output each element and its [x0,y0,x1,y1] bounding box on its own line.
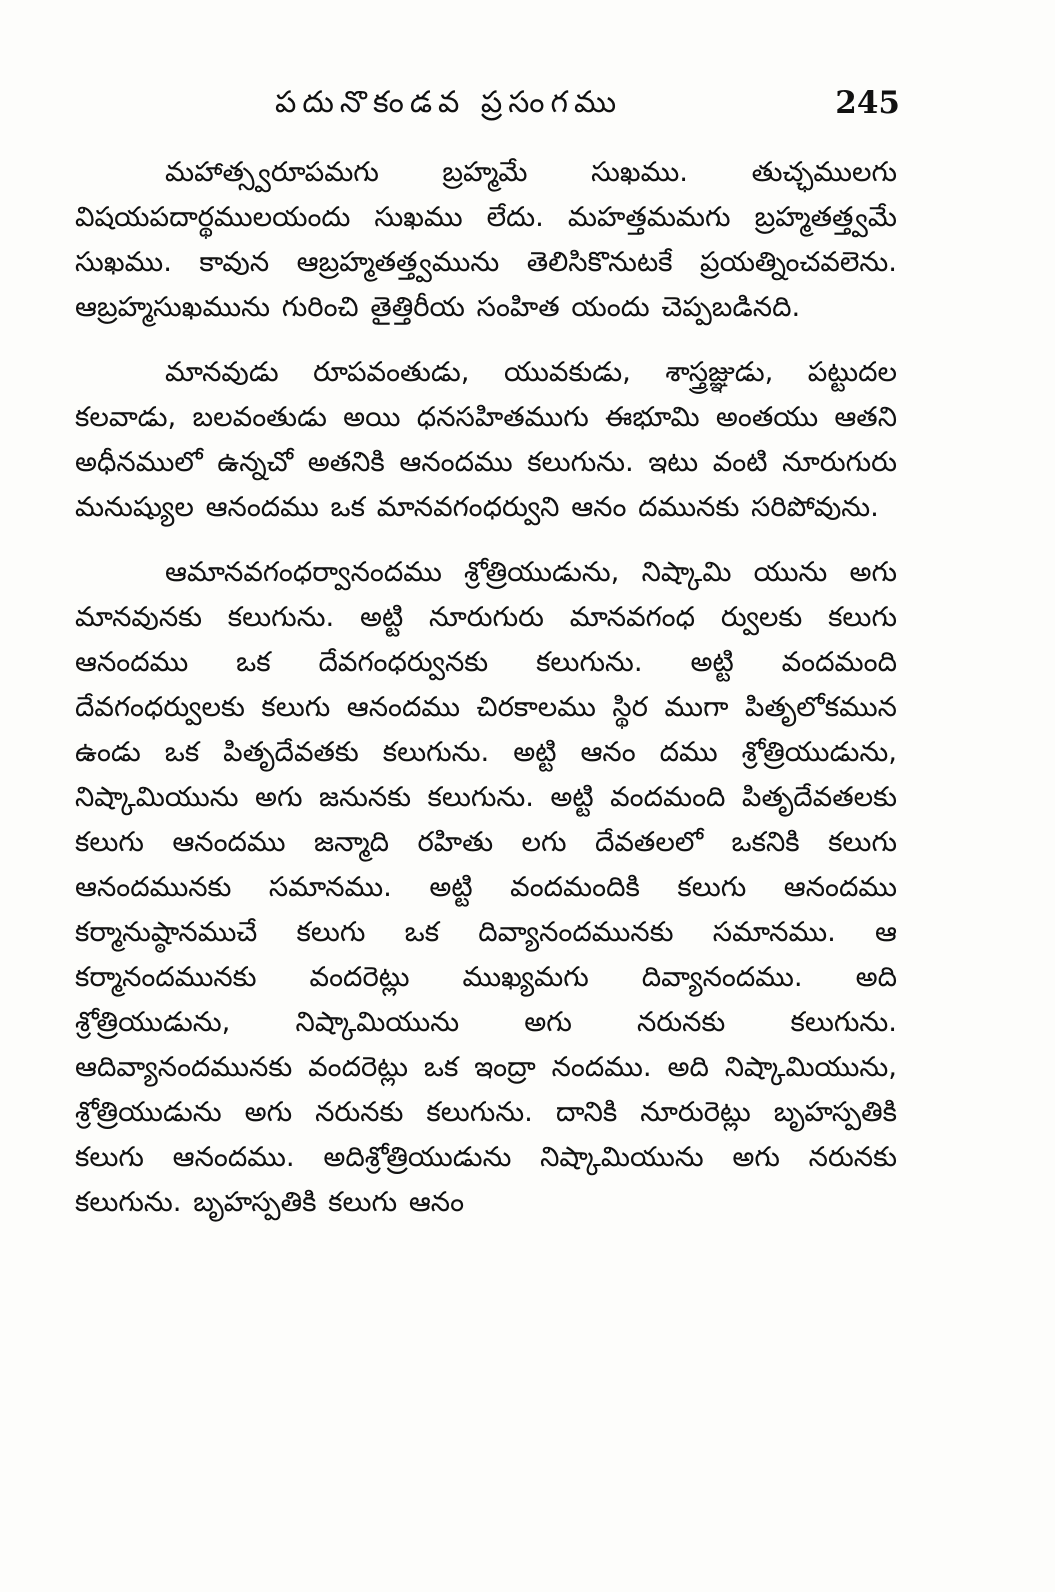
running-title: పదునొకండవ ప్రసంగము [275,85,623,120]
body-text [75,150,897,1245]
paragraph-2: మానవుడు రూపవంతుడు, యువకుడు, శాస్త్రజ్ఞుడు, పట్టుదల కలవాడు, బలవంతుడు అయి ధనసహితముగు ఈభూమి అంతయు ఆతని అధీనములో ఉన్నచో అతనికి ఆనందము కలుగును. ఇటు వంటి నూరుగురు మనుష్యుల ఆనందము ఒక మానవగంధర్వుని ఆనం దమునకు సరిపోవును. [75,356,897,523]
page-header [70,78,900,128]
page-number: 245 [835,85,900,121]
paragraph-3: ఆమానవగంధర్వానందము శ్రోత్రియుడును, నిష్కామి యును అగు మానవునకు కలుగును. అట్టి నూరుగురు మానవగంధ ర్వులకు కలుగు ఆనందము ఒక దేవగంధర్వునకు కలుగును. అట్టి వందమంది దేవగంధర్వులకు కలుగు ఆనందము చిరకాలము స్థిర ముగా పితృలోకమున ఉండు ఒక పితృదేవతకు కలుగును. అట్టి ఆనం దము శ్రోత్రియుడును, నిష్కామియును అగు జనునకు కలుగును. అట్టి వందమంది పితృదేవతలకు కలుగు ఆనందము జన్మాది రహితు లగు దేవతలలో ఒకనికి కలుగు ఆనందమునకు సమానము. అట్టి వందమందికి కలుగు ఆనందము కర్మానుష్ఠానముచే కలుగు ఒక దివ్యానందమునకు సమానము. ఆ కర్మానందమునకు వందరెట్లు ముఖ్యమగు దివ్యానందము. అది శ్రోత్రియుడును, నిష్కామియును అగు నరునకు కలుగును. ఆదివ్యానందమునకు వందరెట్లు ఒక ఇంద్రా నందము. అది నిష్కామియును, శ్రోత్రియుడును అగు నరునకు కలుగును. దానికి నూరురెట్లు బృహస్పతికి కలుగు ఆనందము. అదిశ్రోత్రియుడును నిష్కామియును అగు నరునకు కలుగును. బృహస్పతికి కలుగు ఆనం [75,556,897,1218]
paragraph-1: మహాత్స్వరూపమగు బ్రహ్మమే సుఖము. తుచ్ఛములగు విషయపదార్థములయందు సుఖము లేదు. మహత్తమమగు బ్రహ్మతత్త్వమే సుఖము. కావున ఆబ్రహ్మతత్త్వమును తెలిసికొనుటకే ప్రయత్నించవలెను. ఆబ్రహ్మసుఖమును గురించి తైత్తిరీయ సంహిత యందు చెప్పబడినది. [75,156,897,323]
